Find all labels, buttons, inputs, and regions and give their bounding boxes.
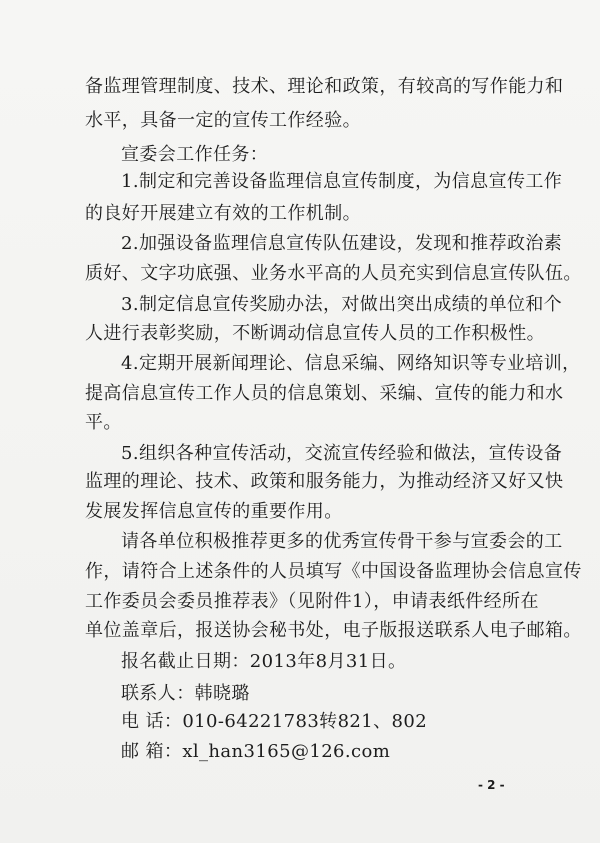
text-line: 平。: [85, 412, 122, 433]
text-line: 人进行表彰奖励，不断调动信息宣传人员的工作积极性。: [85, 323, 545, 344]
text-line: 2.加强设备监理信息宣传队伍建设，发现和推荐政治素: [121, 233, 563, 254]
text-line: 单位盖章后，报送协会秘书处，电子版报送联系人电子邮箱。: [85, 620, 582, 641]
text-line: 质好、文字功底强、业务水平高的人员充实到信息宣传队伍。: [85, 263, 582, 284]
text-line: 5.组织各种宣传活动，交流宣传经验和做法，宣传设备: [121, 443, 563, 464]
text-line: 水平，具备一定的宣传工作经验。: [85, 110, 361, 131]
text-line: 备监理管理制度、技术、理论和政策，有较高的写作能力和: [85, 76, 564, 97]
text-line: 工作委员会委员推荐表》（见附件1），申请表纸件经所在: [85, 591, 539, 612]
text-line: 4.定期开展新闻理论、信息采编、网络知识等专业培训，: [121, 353, 581, 374]
text-line: 1.制定和完善设备监理信息宣传制度，为信息宣传工作: [121, 171, 563, 192]
text-line: 的良好开展建立有效的工作机制。: [85, 203, 361, 224]
page-number: - 2 -: [478, 778, 505, 792]
contact-phone: 电 话：010-64221783转821、802: [121, 711, 428, 732]
section-heading: 宣委会工作任务：: [121, 144, 269, 165]
text-line: 请各单位积极推荐更多的优秀宣传骨干参与宣委会的工: [121, 531, 563, 552]
deadline-line: 报名截止日期：2013年8月31日。: [121, 651, 407, 672]
contact-person: 联系人：韩晓璐: [121, 683, 250, 704]
text-line: 发展发挥信息宣传的重要作用。: [85, 501, 343, 522]
text-line: 作，请符合上述条件的人员填写《中国设备监理协会信息宣传: [85, 561, 582, 582]
contact-email: 邮 箱：xl_han3165@126.com: [121, 741, 391, 762]
text-line: 监理的理论、技术、政策和服务能力，为推动经济又好又快: [85, 471, 564, 492]
text-line: 提高信息宣传工作人员的信息策划、采编、宣传的能力和水: [85, 383, 564, 404]
text-line: 3.制定信息宣传奖励办法，对做出突出成绩的单位和个: [121, 294, 563, 315]
